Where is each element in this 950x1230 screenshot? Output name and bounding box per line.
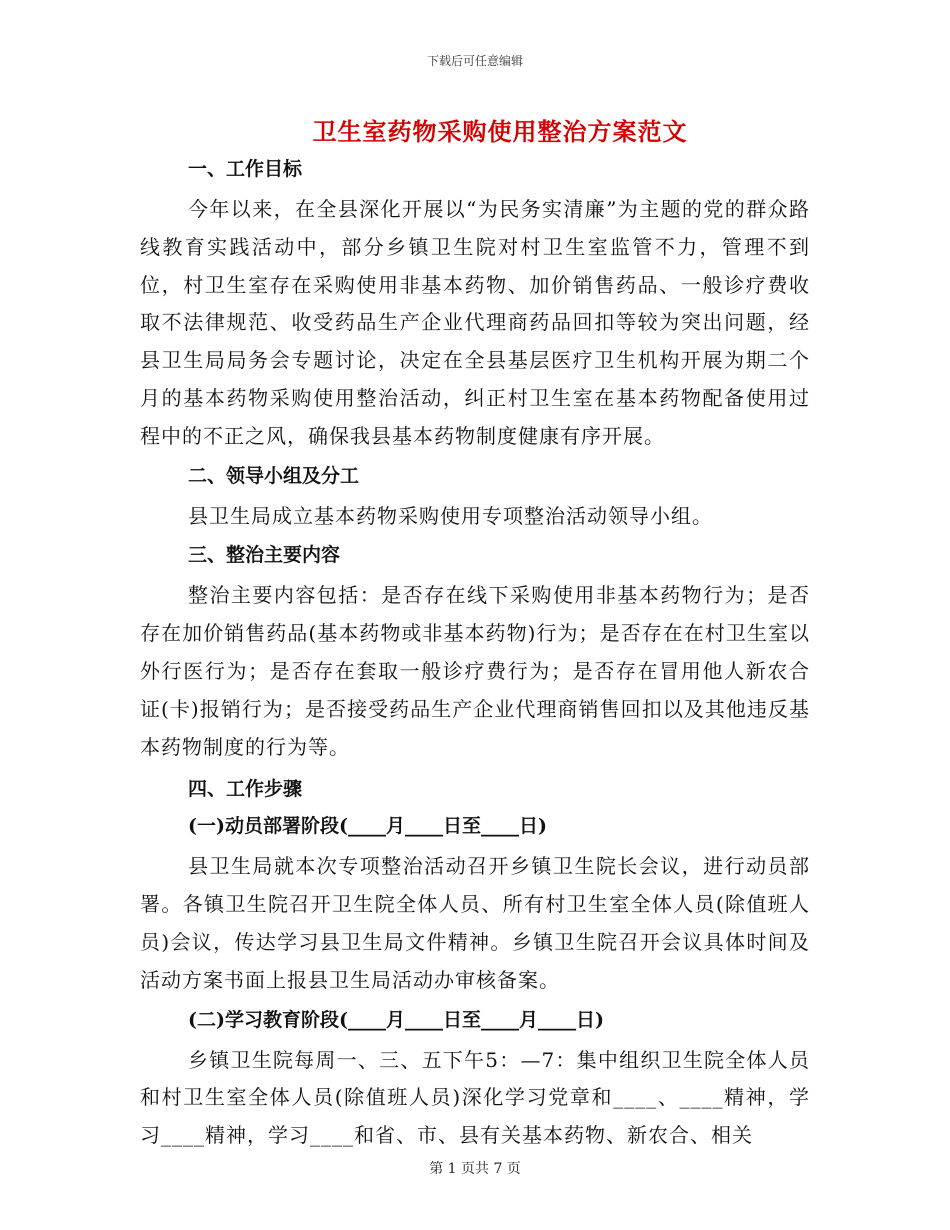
document-title: 卫生室药物采购使用整治方案范文 xyxy=(312,117,688,146)
body-paragraph: 县卫生局就本次专项整治活动召开乡镇卫生院长会议，进行动员部署。各镇卫生院召开卫生院全体人员、所有村卫生室全体人员(除值班人员)会议，传达学习县卫生局文件精神。乡镇卫生院召开会议具体时间及活动方案书面上报县卫生局活动办审核备案。 xyxy=(140,854,810,992)
section-leadership-group xyxy=(140,461,810,536)
body-paragraph: 今年以来，在全县深化开展以“为民务实清廉”为主题的党的群众路线教育实践活动中，部分乡镇卫生院对村卫生室监管不力，管理不到位，村卫生室存在采购使用非基本药物、加价销售药品、一般诊疗费收取不法律规范、收受药品生产企业代理商药品回扣等较为突出问题，经县卫生局局务会专题讨论，决定在全县基层医疗卫生机构开展为期二个月的基本药物采购使用整治活动，纠正村卫生室在基本药物配备使用过程中的不正之风，确保我县基本药物制度健康有序开展。 xyxy=(140,197,810,448)
section-heading: 二、领导小组及分工 xyxy=(188,464,360,487)
body-paragraph: 乡镇卫生院每周一、三、五下午5：—7：集中组织卫生院全体人员和村卫生室全体人员(除值班人员)深化学习党章和____、____精神，学习____精神，学习____和省、市、县有关基本药物、新农合、相关 xyxy=(140,1047,810,1148)
section-work-steps xyxy=(140,774,810,804)
section-main-content xyxy=(140,540,810,766)
subsection-heading: (二)学习教育阶段(____月____日至____月____日) xyxy=(188,1008,604,1031)
section-heading: 四、工作步骤 xyxy=(188,778,303,801)
section-heading: 一、工作目标 xyxy=(188,158,303,180)
subsection-study xyxy=(140,1005,810,1155)
header-note: 下载后可任意编辑 xyxy=(426,54,523,68)
subsection-mobilization xyxy=(140,811,810,999)
document-body xyxy=(140,154,810,1160)
section-heading: 三、整治主要内容 xyxy=(188,544,341,567)
section-work-goal xyxy=(140,154,810,456)
page-number-footer: 第 1 页共 7 页 xyxy=(429,1161,521,1177)
body-paragraph: 县卫生局成立基本药物采购使用专项整治活动领导小组。 xyxy=(188,503,713,528)
subsection-heading: (一)动员部署阶段(____月____日至____日) xyxy=(188,815,547,838)
body-paragraph: 整治主要内容包括：是否存在线下采购使用非基本药物行为；是否存在加价销售药品(基本药物或非基本药物)行为；是否存在在村卫生室以外行医行为；是否存在套取一般诊疗费行为；是否存在冒用他人新农合证(卡)报销行为；是否接受药品生产企业代理商销售回扣以及其他违反基本药物制度的行为等。 xyxy=(140,583,810,759)
